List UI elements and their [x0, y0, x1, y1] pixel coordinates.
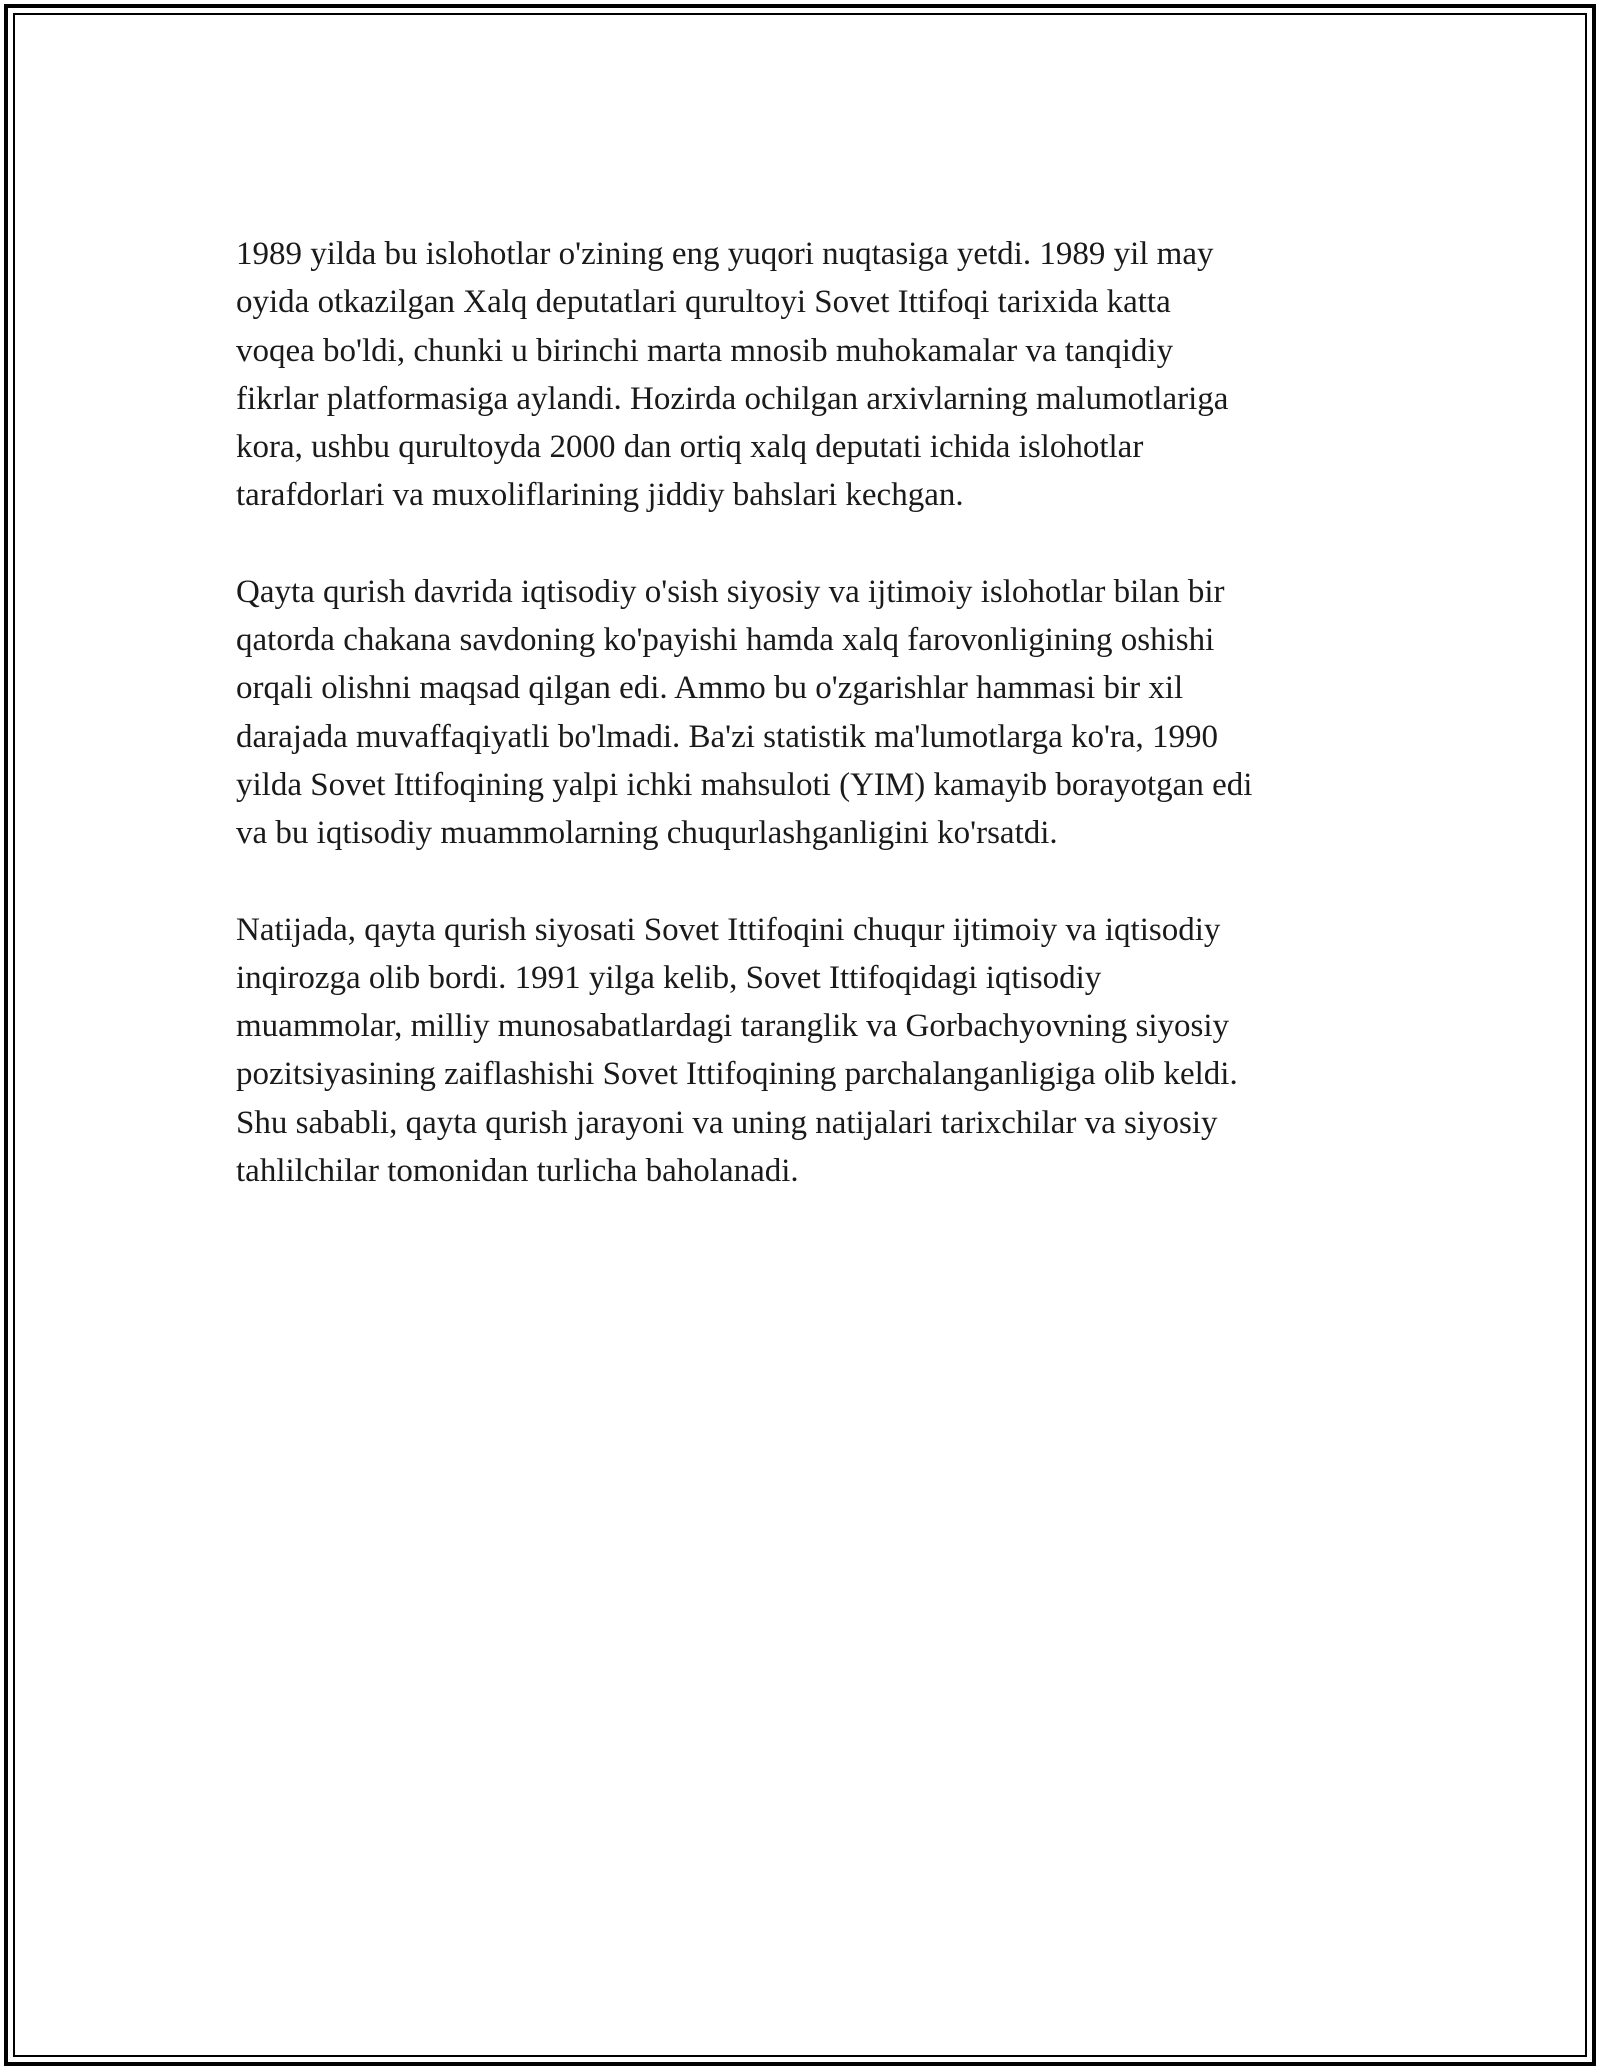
text-line: 1989 yilda bu islohotlar o'zining eng yuqori nuqtasiga yetdi. 1989 yil may	[236, 236, 1214, 272]
text-line: darajada muvaffaqiyatli bo'lmadi. Ba'zi statistik ma'lumotlarga ko'ra, 1990	[236, 718, 1219, 755]
text-line: muammolar, milliy munosabatlardagi taranglik va Gorbachyovning siyosiy	[236, 1008, 1230, 1045]
text-line: pozitsiyasining zaiflashishi Sovet Ittifoqining parchalanganligiga olib keldi.	[236, 1056, 1238, 1093]
text-line: voqea bo'ldi, chunki u birinchi marta mnosib muhokamalar va tanqidiy	[236, 332, 1174, 369]
paragraph-3	[236, 906, 1376, 1196]
paragraph-1	[236, 230, 1376, 520]
document-body	[236, 230, 1376, 1243]
text-line: oyida otkazilgan Xalq deputatlari qurultoyi Sovet Ittifoqi tarixida katta	[236, 284, 1171, 321]
text-line: qatorda chakana savdoning ko'payishi hamda xalq farovonligining oshishi	[236, 622, 1215, 659]
text-line: kora, ushbu qurultoyda 2000 dan ortiq xalq deputati ichida islohotlar	[236, 429, 1144, 466]
text-line: Natijada, qayta qurish siyosati Sovet Ittifoqini chuqur ijtimoiy va iqtisodiy	[236, 911, 1221, 948]
text-line: tahlilchilar tomonidan turlicha baholanadi.	[236, 1153, 799, 1190]
text-line: orqali olishni maqsad qilgan edi. Ammo bu o'zgarishlar hammasi bir xil	[236, 670, 1184, 707]
text-line: Qayta qurish davrida iqtisodiy o'sish siyosiy va ijtimoiy islohotlar bilan bir	[236, 573, 1225, 610]
text-line: inqirozga olib bordi. 1991 yilga kelib, Sovet Ittifoqidagi iqtisodiy	[236, 959, 1102, 996]
text-line: Shu sababli, qayta qurish jarayoni va uning natijalari tarixchilar va siyosiy	[236, 1104, 1218, 1141]
paragraph-2	[236, 568, 1376, 858]
text-line: tarafdorlari va muxoliflarining jiddiy bahslari kechgan.	[236, 477, 964, 514]
text-line: yilda Sovet Ittifoqining yalpi ichki mahsuloti (YIM) kamayib borayotgan edi	[236, 766, 1253, 803]
text-line: va bu iqtisodiy muammolarning chuqurlashganligini ko'rsatdi.	[236, 815, 1058, 852]
text-line: fikrlar platformasiga aylandi. Hozirda ochilgan arxivlarning malumotlariga	[236, 380, 1229, 417]
